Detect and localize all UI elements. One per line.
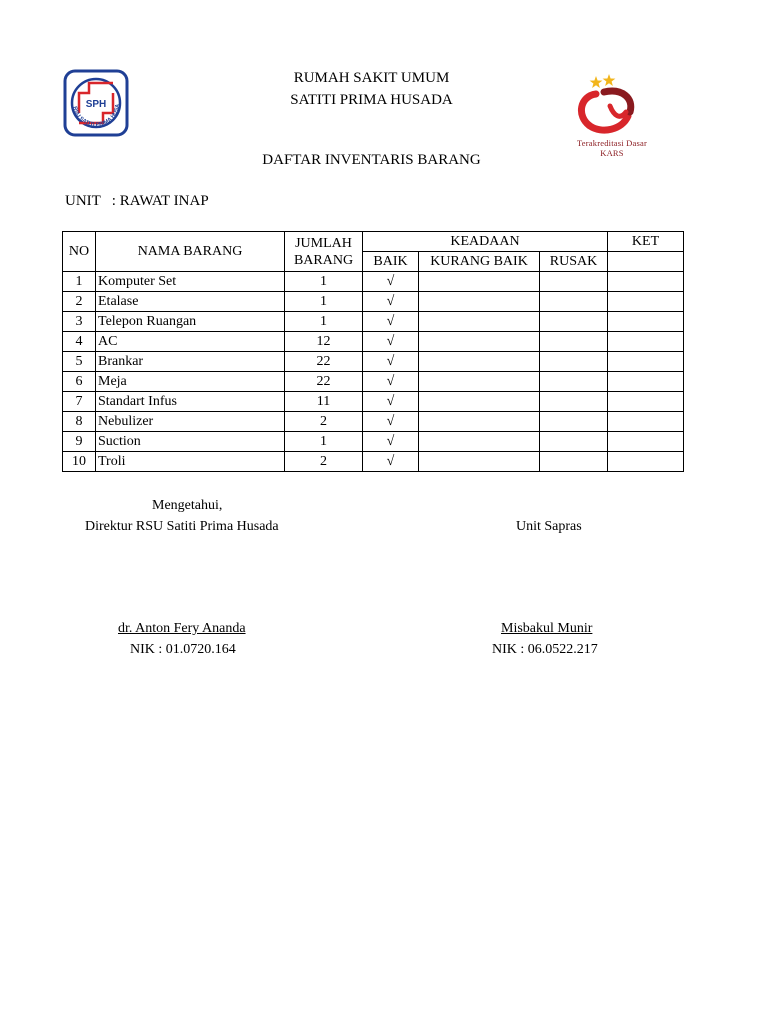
cell-jumlah: 12 (285, 332, 363, 352)
cell-jumlah: 22 (285, 372, 363, 392)
cell-baik-check: √ (363, 352, 419, 372)
director-name: dr. Anton Fery Ananda (118, 621, 246, 636)
cell-ket (608, 452, 684, 472)
unit-officer-nik: NIK : 06.0522.217 (492, 642, 598, 657)
header-ket: KET (608, 232, 684, 252)
cell-kurang-baik (419, 332, 540, 352)
header-jumlah-line1: JUMLAH (295, 235, 352, 251)
unit-officer-name: Misbakul Munir (501, 621, 593, 636)
cell-ket (608, 272, 684, 292)
cell-nama: Standart Infus (96, 392, 285, 412)
document-title: DAFTAR INVENTARIS BARANG (262, 152, 481, 168)
cell-nama: Brankar (96, 352, 285, 372)
cell-kurang-baik (419, 392, 540, 412)
cell-baik-check: √ (363, 272, 419, 292)
cell-kurang-baik (419, 372, 540, 392)
table-row (63, 272, 684, 292)
table-row (63, 312, 684, 332)
header-rusak: RUSAK (540, 252, 608, 272)
header-baik: BAIK (363, 252, 419, 272)
table-row (63, 332, 684, 352)
header-keadaan: KEADAAN (363, 232, 608, 252)
cell-jumlah: 22 (285, 352, 363, 372)
cell-baik-check: √ (363, 432, 419, 452)
table-row (63, 412, 684, 432)
cell-ket (608, 332, 684, 352)
cell-nama: Suction (96, 432, 285, 452)
cell-rusak (540, 272, 608, 292)
cell-nama: Meja (96, 372, 285, 392)
accreditation-text: Terakreditasi Dasar (577, 138, 647, 148)
header-jumlah-line2: BARANG (293, 252, 354, 268)
inventory-table (62, 231, 684, 472)
cell-baik-check: √ (363, 292, 419, 312)
cell-baik-check: √ (363, 312, 419, 332)
cell-ket (608, 312, 684, 332)
cell-ket (608, 292, 684, 312)
cell-nama: AC (96, 332, 285, 352)
cell-no: 2 (63, 292, 96, 312)
cell-nama: Troli (96, 452, 285, 472)
cell-rusak (540, 352, 608, 372)
table-row (63, 392, 684, 412)
director-nik: NIK : 01.0720.164 (130, 642, 236, 657)
cell-no: 7 (63, 392, 96, 412)
cell-rusak (540, 452, 608, 472)
cell-no: 5 (63, 352, 96, 372)
acknowledged-label: Mengetahui, (152, 498, 223, 513)
cell-no: 9 (63, 432, 96, 452)
cell-nama: Nebulizer (96, 412, 285, 432)
director-title: Direktur RSU Satiti Prima Husada (85, 519, 279, 534)
cell-ket (608, 432, 684, 452)
unit-title: Unit Sapras (516, 519, 582, 534)
header-no: NO (63, 232, 96, 272)
cell-nama: Telepon Ruangan (96, 312, 285, 332)
cell-rusak (540, 312, 608, 332)
hospital-type: RUMAH SAKIT UMUM (293, 70, 450, 86)
cell-jumlah: 11 (285, 392, 363, 412)
cell-rusak (540, 292, 608, 312)
cell-baik-check: √ (363, 412, 419, 432)
cell-ket (608, 352, 684, 372)
cell-rusak (540, 392, 608, 412)
cell-no: 4 (63, 332, 96, 352)
cell-jumlah: 1 (285, 312, 363, 332)
cell-jumlah: 1 (285, 272, 363, 292)
logo-initials: SPH (85, 99, 107, 110)
hospital-name: SATITI PRIMA HUSADA (290, 92, 453, 108)
header-ket-blank (608, 252, 684, 272)
cell-nama: Etalase (96, 292, 285, 312)
logo-ring-text: RSU SATITI PRIMA HUSA (71, 103, 122, 129)
cell-kurang-baik (419, 432, 540, 452)
cell-baik-check: √ (363, 392, 419, 412)
cell-jumlah: 1 (285, 432, 363, 452)
cell-jumlah: 2 (285, 452, 363, 472)
cell-rusak (540, 432, 608, 452)
cell-ket (608, 372, 684, 392)
cell-kurang-baik (419, 412, 540, 432)
cell-no: 10 (63, 452, 96, 472)
cell-rusak (540, 332, 608, 352)
cell-ket (608, 392, 684, 412)
accreditation-body: KARS (600, 148, 624, 158)
cell-kurang-baik (419, 272, 540, 292)
cell-no: 8 (63, 412, 96, 432)
header-nama-barang: NAMA BARANG (96, 232, 285, 272)
cell-rusak (540, 412, 608, 432)
accreditation-logo (566, 72, 658, 164)
hospital-logo (63, 69, 129, 137)
cell-no: 3 (63, 312, 96, 332)
table-row (63, 352, 684, 372)
cell-baik-check: √ (363, 452, 419, 472)
cell-no: 1 (63, 272, 96, 292)
cell-kurang-baik (419, 292, 540, 312)
table-row (63, 372, 684, 392)
header-jumlah-barang (285, 232, 363, 272)
cell-baik-check: √ (363, 372, 419, 392)
cell-kurang-baik (419, 312, 540, 332)
table-row (63, 432, 684, 452)
table-row (63, 452, 684, 472)
table-row (63, 292, 684, 312)
cell-jumlah: 1 (285, 292, 363, 312)
cell-baik-check: √ (363, 332, 419, 352)
unit-label: UNIT : RAWAT INAP (65, 193, 209, 209)
cell-kurang-baik (419, 452, 540, 472)
cell-kurang-baik (419, 352, 540, 372)
cell-no: 6 (63, 372, 96, 392)
cell-nama: Komputer Set (96, 272, 285, 292)
cell-ket (608, 412, 684, 432)
cell-jumlah: 2 (285, 412, 363, 432)
header-kurang-baik: KURANG BAIK (419, 252, 540, 272)
cell-rusak (540, 372, 608, 392)
